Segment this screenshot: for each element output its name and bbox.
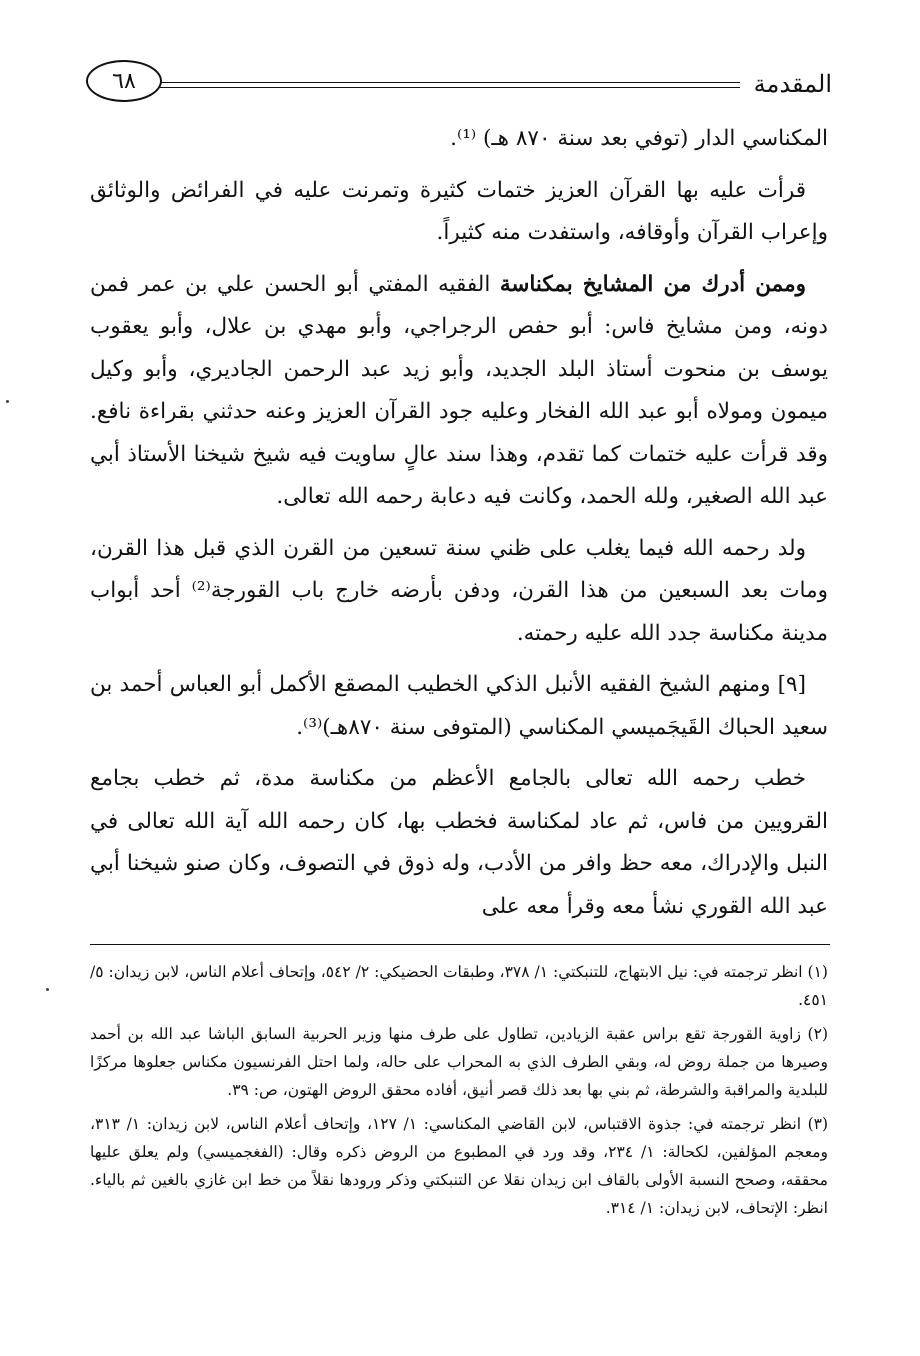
footnotes [90, 958, 828, 1228]
page-number-oval [86, 60, 162, 102]
scan-speck [6, 400, 9, 403]
paragraph-3-text: الفقيه المفتي أبو الحسن علي بن عمر فمن دونه، ومن مشايخ فاس: أبو حفص الرجراجي، وأبو مهدي بن علال، وأبو يعقوب يوسف بن منحوت أستاذ البلد الجديد، وأبو زيد عبد الرحمن الجاديري، وأبو وكيل ميمون ومولاه أبو عبد الله الفخار وعليه جود القرآن العزيز وعنه حدثني بقراءة نافع. وقد قرأت عليه ختمات كما تقدم، وهذا سند عالٍ ساويت فيه شيخ شيخنا الأستاذ أبي عبد الله الصغير، ولله الحمد، وكانت فيه دعابة رحمه الله تعالى. [90, 271, 828, 509]
paragraph-3 [90, 264, 828, 519]
paragraph-1: المكناسي الدار (توفي بعد سنة ٨٧٠ هـ) ⁽¹⁾. [450, 126, 828, 151]
paragraph-6: خطب رحمه الله تعالى بالجامع الأعظم من مكناسة مدة، ثم خطب بجامع القرويين من فاس، ثم عاد لمكناسة فخطب بها، كان رحمه الله آية الله تعالى في النبل والإدراك، معه حظ وافر من الأدب، وله ذوق في التصوف، وكان صنو شيخنا أبي عبد الله القوري نشأ معه وقرأ معه على [90, 766, 828, 919]
scan-speck [46, 988, 49, 991]
paragraph-2: قرأت عليه بها القرآن العزيز ختمات كثيرة وتمرنت عليه في الفرائض والوثائق وإعراب القرآن وأوقافه، واستفدت منه كثيراً. [90, 177, 828, 245]
paragraph-5: [٩] ومنهم الشيخ الفقيه الأنبل الذكي الخطيب المصقع الأكمل أبو العباس أحمد بن سعيد الحباك القَيجَميسي المكناسي (المتوفى سنة ٨٧٠هـ)⁽³⁾. [90, 672, 828, 740]
footnote-1: (١) انظر ترجمته في: نيل الابتهاج، للتنبكتي: ١/ ٣٧٨، وطبقات الحضيكي: ٢/ ٥٤٢، وإتحاف أعلام الناس، لابن زيدان: ٥/ ٤٥١. [90, 963, 828, 1009]
footnote-3: (٣) انظر ترجمته في: جذوة الاقتباس، لابن القاضي المكناسي: ١/ ١٢٧، وإتحاف أعلام الناس، لابن زيدان: ١/ ٣١٣، ومعجم المؤلفين، لكحالة: ١/ ٢٣٤، وقد ورد في المطبوع من الروض ذكره وقال: (الفغجميسي) ولم يعلق عليها محققه، وصحح النسبة الأولى بالقاف ابن زيدان نقلا عن التنبكتي وذكر ورودها نقلاً من خط ابن غازي بالغين ثم بالياء. انظر: الإتحاف، لابن زيدان: ١/ ٣١٤. [90, 1115, 829, 1217]
page-number: ٦٨ [112, 68, 136, 94]
paragraph-3-lead: وممن أدرك من المشايخ بمكناسة [499, 271, 806, 297]
header-rule [160, 82, 740, 88]
footnote-2: (٢) زاوية القورجة تقع براس عقبة الزيادين، تطاول على طرف منها وزير الحربية السابق الباشا عبد الله بن أحمد وصيرها من جملة روض له، وبقي الطرف الذي به المحراب على حاله، ولما احتل الفرنسيون مكناس جعلوها مركزًا للبلدية والمراقبة والشرطة، ثم بني بها بعد ذلك قصر أنيق، أفاده محقق الروض الهتون، ص: ٣٩. [90, 1025, 828, 1099]
main-text [90, 118, 828, 937]
running-title: المقدمة [753, 70, 832, 98]
paragraph-4: ولد رحمه الله فيما يغلب على ظني سنة تسعين من القرن الذي قبل هذا القرن، ومات بعد السبعين من هذا القرن، ودفن بأرضه خارج باب القورجة⁽²⁾ أحد أبواب مدينة مكناسة جدد الله عليه رحمته. [90, 535, 828, 646]
footnote-rule [90, 944, 830, 945]
